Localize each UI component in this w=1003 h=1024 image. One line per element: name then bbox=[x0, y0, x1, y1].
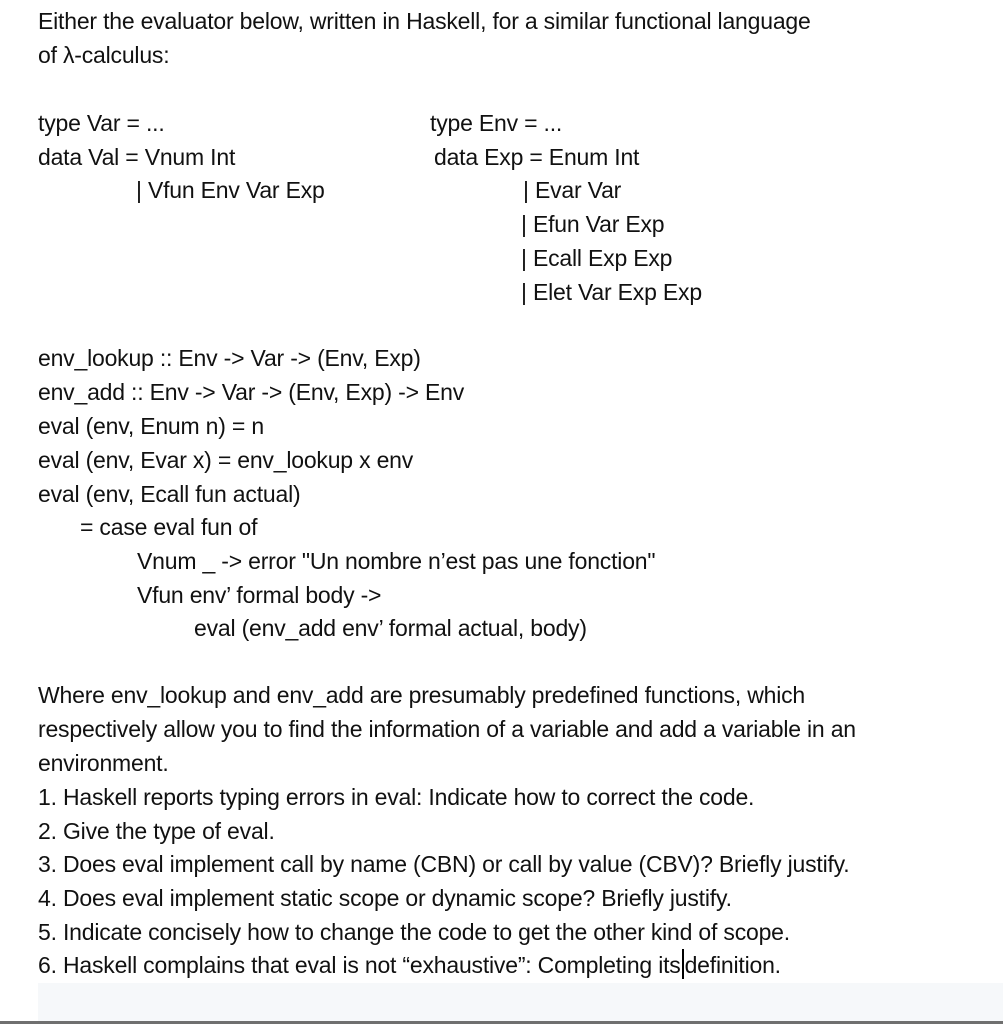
intro-line-1: Either the evaluator below, written in Haskell, for a similar functional language bbox=[38, 8, 811, 34]
data-val-decl: data Val = Vnum Int bbox=[38, 144, 236, 170]
question-4: 4. Does eval implement static scope or dynamic scope? Briefly justify. bbox=[38, 885, 732, 911]
code-line-eval-evar: eval (env, Evar x) = env_lookup x env bbox=[38, 447, 414, 473]
question-3: 3. Does eval implement call by name (CBN) or call by value (CBV)? Briefly justify. bbox=[38, 851, 850, 877]
description-line-3: environment. bbox=[38, 750, 169, 776]
exp-evar-constructor: | Evar Var bbox=[523, 177, 622, 203]
question-6-text-after-cursor: definition. bbox=[684, 952, 781, 978]
code-line-eval-body: eval (env_add env’ formal actual, body) bbox=[194, 615, 587, 641]
question-5: 5. Indicate concisely how to change the code to get the other kind of scope. bbox=[38, 919, 790, 945]
val-vfun-constructor: | Vfun Env Var Exp bbox=[136, 177, 325, 203]
code-line-eval-enum: eval (env, Enum n) = n bbox=[38, 413, 264, 439]
data-exp-decl: data Exp = Enum Int bbox=[434, 144, 640, 170]
type-env-decl: type Env = ... bbox=[430, 110, 563, 136]
code-line-eval-ecall: eval (env, Ecall fun actual) bbox=[38, 481, 301, 507]
description-line-1: Where env_lookup and env_add are presumably predefined functions, which bbox=[38, 682, 806, 708]
intro-line-2: of λ-calculus: bbox=[38, 42, 170, 68]
type-var-decl: type Var = ... bbox=[38, 110, 165, 136]
code-line-case: = case eval fun of bbox=[80, 514, 258, 540]
code-line-vfun-case: Vfun env’ formal body -> bbox=[137, 582, 382, 608]
exp-elet-constructor: | Elet Var Exp Exp bbox=[521, 279, 702, 305]
question-6[interactable] bbox=[38, 948, 781, 982]
code-line-env-add: env_add :: Env -> Var -> (Env, Exp) -> Env bbox=[38, 379, 465, 405]
exp-ecall-constructor: | Ecall Exp Exp bbox=[521, 245, 673, 271]
exp-efun-constructor: | Efun Var Exp bbox=[521, 211, 665, 237]
question-1: 1. Haskell reports typing errors in eval: Indicate how to correct the code. bbox=[38, 784, 755, 810]
question-6-text-before-cursor: 6. Haskell complains that eval is not “exhaustive”: Completing its bbox=[38, 952, 681, 978]
text-cursor bbox=[682, 949, 684, 979]
code-line-env-lookup: env_lookup :: Env -> Var -> (Env, Exp) bbox=[38, 345, 421, 371]
bottom-empty-area bbox=[38, 983, 1003, 1021]
question-2: 2. Give the type of eval. bbox=[38, 818, 275, 844]
code-line-vnum-case: Vnum _ -> error "Un nombre n’est pas une fonction" bbox=[137, 548, 656, 574]
description-line-2: respectively allow you to find the information of a variable and add a variable in an bbox=[38, 716, 856, 742]
